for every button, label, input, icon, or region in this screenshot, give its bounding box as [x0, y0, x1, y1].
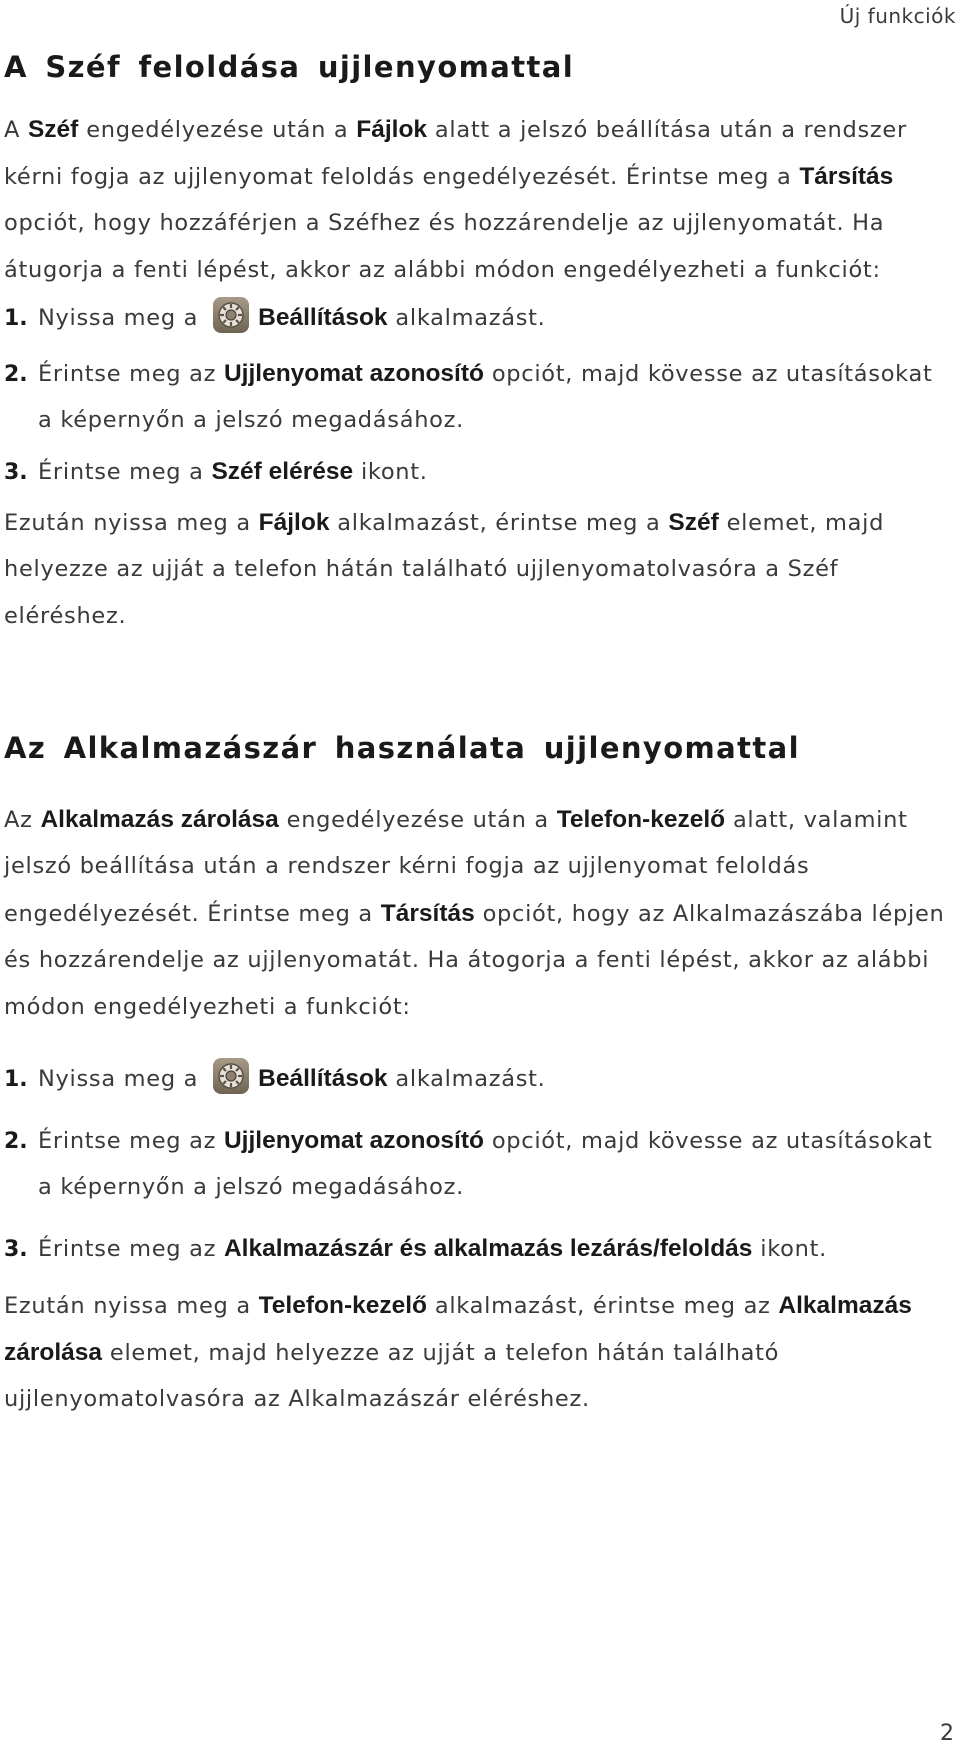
term-szef: Széf	[27, 116, 79, 143]
section2-intro: Az Alkalmazás zárolása engedélyezése után a Telefon-kezelő alatt, valamint jelszó beállítása után a rendszer kérni fogja az ujjlenyomat feloldás engedélyezését. Érintse meg a Társítás opciót, hogy az Alkalmazászába lépjen és hozzárendelje az ujjlenyomatát. Ha átogorja a fenti lépést, akkor az alábbi módon engedélyezheti a funkciót:	[4, 806, 945, 1020]
term-ujjlenyomat-azonosito: Ujjlenyomat azonosító	[223, 360, 484, 387]
running-header: Új funkciók	[839, 4, 956, 28]
settings-gear-icon	[212, 296, 250, 334]
section1-step-3: 3. Érintse meg a Széf elérése ikont.	[4, 458, 428, 485]
term-alkalmazas: Alkalmazás	[778, 1292, 912, 1319]
section1-intro: A Széf engedélyezése után a Fájlok alatt a jelszó beállítása után a rendszer kérni fogja az ujjlenyomat feloldás engedélyezését. Érintse meg a Társítás opciót, hogy hozzáférjen a Széfhez és hozzárendelje az ujjlenyomatát. Ha átugorja a fenti lépést, akkor az alábbi módon engedélyezheti a funkciót:	[4, 116, 907, 283]
section1-step-2: 2. Érintse meg az Ujjlenyomat azonosító opciót, majd kövesse az utasításokat a képernyőn a jelszó megadásához.	[4, 360, 933, 433]
term-telefon-kezelo-2: Telefon-kezelő	[258, 1292, 428, 1319]
term-tarsitas-2: Társítás	[380, 900, 475, 927]
section-title-alkalmazaszar: Az Alkalmazászár használata ujjlenyomattal	[4, 731, 800, 765]
term-telefon-kezelo: Telefon-kezelő	[556, 806, 726, 833]
section2-step-1: 1. Nyissa meg a Beállítások alkalmazást.	[4, 1055, 546, 1102]
term-fajlok-2: Fájlok	[258, 509, 330, 536]
term-tarsitas: Társítás	[799, 163, 894, 190]
term-alkalmazaszar-lezaras: Alkalmazászár és alkalmazás lezárás/feloldás	[223, 1235, 753, 1262]
term-alkalmazas-zarolasa: Alkalmazás zárolása	[40, 806, 279, 833]
term-ujjlenyomat-azonosito-2: Ujjlenyomat azonosító	[223, 1127, 484, 1154]
term-beallitasok: Beállítások	[258, 304, 388, 331]
section2-outro: Ezután nyissa meg a Telefon-kezelő alkalmazást, érintse meg az Alkalmazás zárolása elemet, majd helyezze az ujját a telefon hátán található ujjlenyomatolvasóra az Alkalmazászár eléréshez.	[4, 1292, 912, 1412]
term-szef-elerese: Széf elérése	[211, 458, 354, 485]
settings-gear-icon	[212, 1057, 250, 1095]
term-zarolasa: zárolása	[4, 1339, 103, 1366]
section1-step-1: 1. Nyissa meg a Beállítások alkalmazást.	[4, 294, 546, 341]
term-beallitasok-2: Beállítások	[258, 1065, 388, 1092]
term-szef-2: Széf	[668, 509, 719, 536]
term-fajlok: Fájlok	[356, 116, 428, 143]
section-title-szef: A Széf feloldása ujjlenyomattal	[4, 50, 575, 84]
section2-step-3: 3. Érintse meg az Alkalmazászár és alkalmazás lezárás/feloldás ikont.	[4, 1235, 827, 1262]
page-number: 2	[940, 1721, 954, 1746]
section1-outro: Ezután nyissa meg a Fájlok alkalmazást, érintse meg a Széf elemet, majd helyezze az ujját a telefon hátán található ujjlenyomatolvasóra a Széf eléréshez.	[4, 509, 885, 629]
section2-step-2: 2. Érintse meg az Ujjlenyomat azonosító opciót, majd kövesse az utasításokat a képernyőn a jelszó megadásához.	[4, 1127, 933, 1200]
